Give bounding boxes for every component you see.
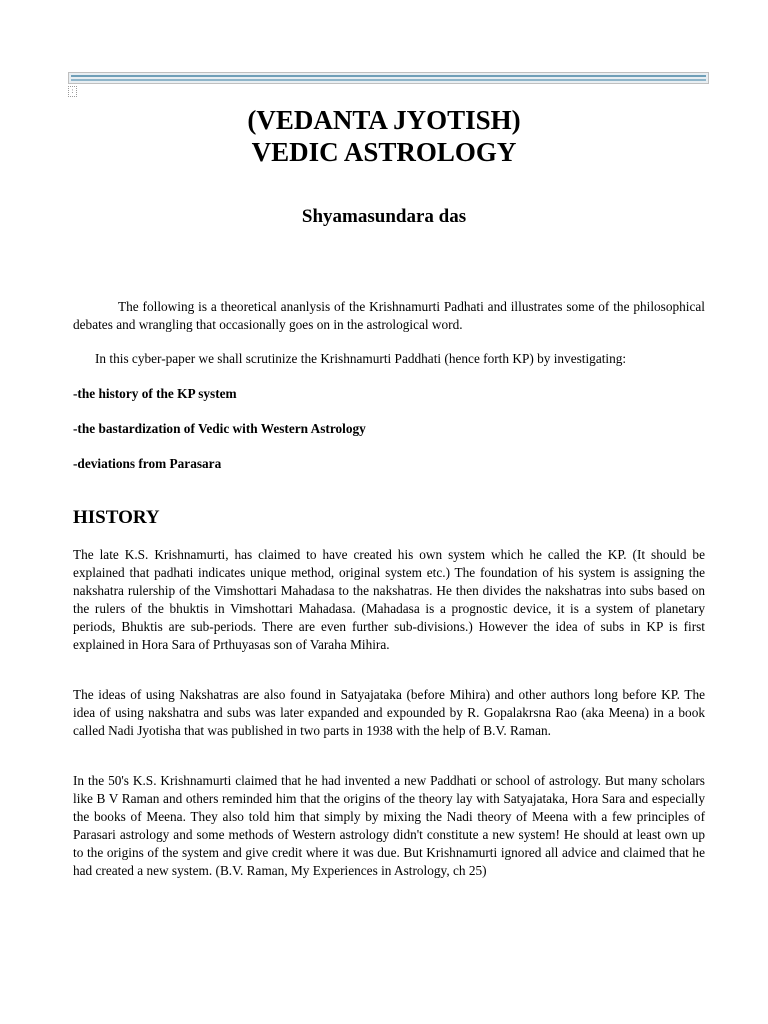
history-paragraph: In the 50's K.S. Krishnamurti claimed that he had invented a new Paddhati or school of astrology. But many scholars like B V Raman and others reminded him that the origins of the theory lay with Satyajataka, Hora Sara and especially the books of Meena. They also told him that simply by mixing the Nadi theory of Meena with a few principles of Parasari astrology and some methods of Western astrology didn't constitute a new system! He should at least own up to the origins of the system and give credit where it was due. But Krishnamurti ignored all advice and claimed that he had created a new system. (B.V. Raman, My Experiences in Astrology, ch 25): [73, 773, 705, 878]
rule-band-bottom: [71, 79, 706, 81]
history-paragraph: The late K.S. Krishnamurti, has claimed to have created his own system which he called the KP. (It should be explained that padhati indicates unique method, original system etc.) The foundation of his system is assigning the nakshatra rulership of the Vimshottari Mahadasa to the nakshatras. He then divides the nakshatras into subs based on the rulers of the bhuktis in Vimshottari Mahadasa. (Mahadasa is a prognostic device, it is a system of planetary periods, Bhuktis are sub-periods. There are even further sub-divisions.) However the idea of subs in KP is first explained in Hora Sara of Prthuyasas son of Varaha Mihira.: [73, 547, 705, 652]
topic-item: -the history of the KP system: [73, 386, 237, 401]
page-title-line-1: (VEDANTA JYOTISH): [247, 105, 521, 135]
section-heading-history: HISTORY: [73, 507, 160, 528]
intro-paragraph: The following is a theoretical ananlysis of the Krishnamurti Padhati and illustrates some of the philosophical debates and wrangling that occasionally goes on in the astrological word.: [73, 299, 705, 332]
history-paragraph: The ideas of using Nakshatras are also found in Satyajataka (before Mihira) and other authors long before KP. The idea of using nakshatra and subs was later expanded and expounded by R. Gopalakrsna Rao (aka Meena) in a book called Nadi Jyotisha that was published in two parts in 1938 with the help of B.V. Raman.: [73, 687, 705, 738]
author-name: Shyamasundara das: [301, 206, 467, 227]
topic-item: -the bastardization of Vedic with Western Astrology: [73, 421, 366, 436]
horizontal-rule: [68, 72, 709, 84]
scope-paragraph: In this cyber-paper we shall scrutinize the Krishnamurti Paddhati (hence forth KP) by investigating:: [95, 351, 627, 366]
topic-item: -deviations from Parasara: [73, 456, 222, 471]
anchor-marker: :: [68, 86, 77, 97]
page-title-line-2: VEDIC ASTROLOGY: [251, 137, 517, 167]
rule-band-top: [71, 75, 706, 77]
